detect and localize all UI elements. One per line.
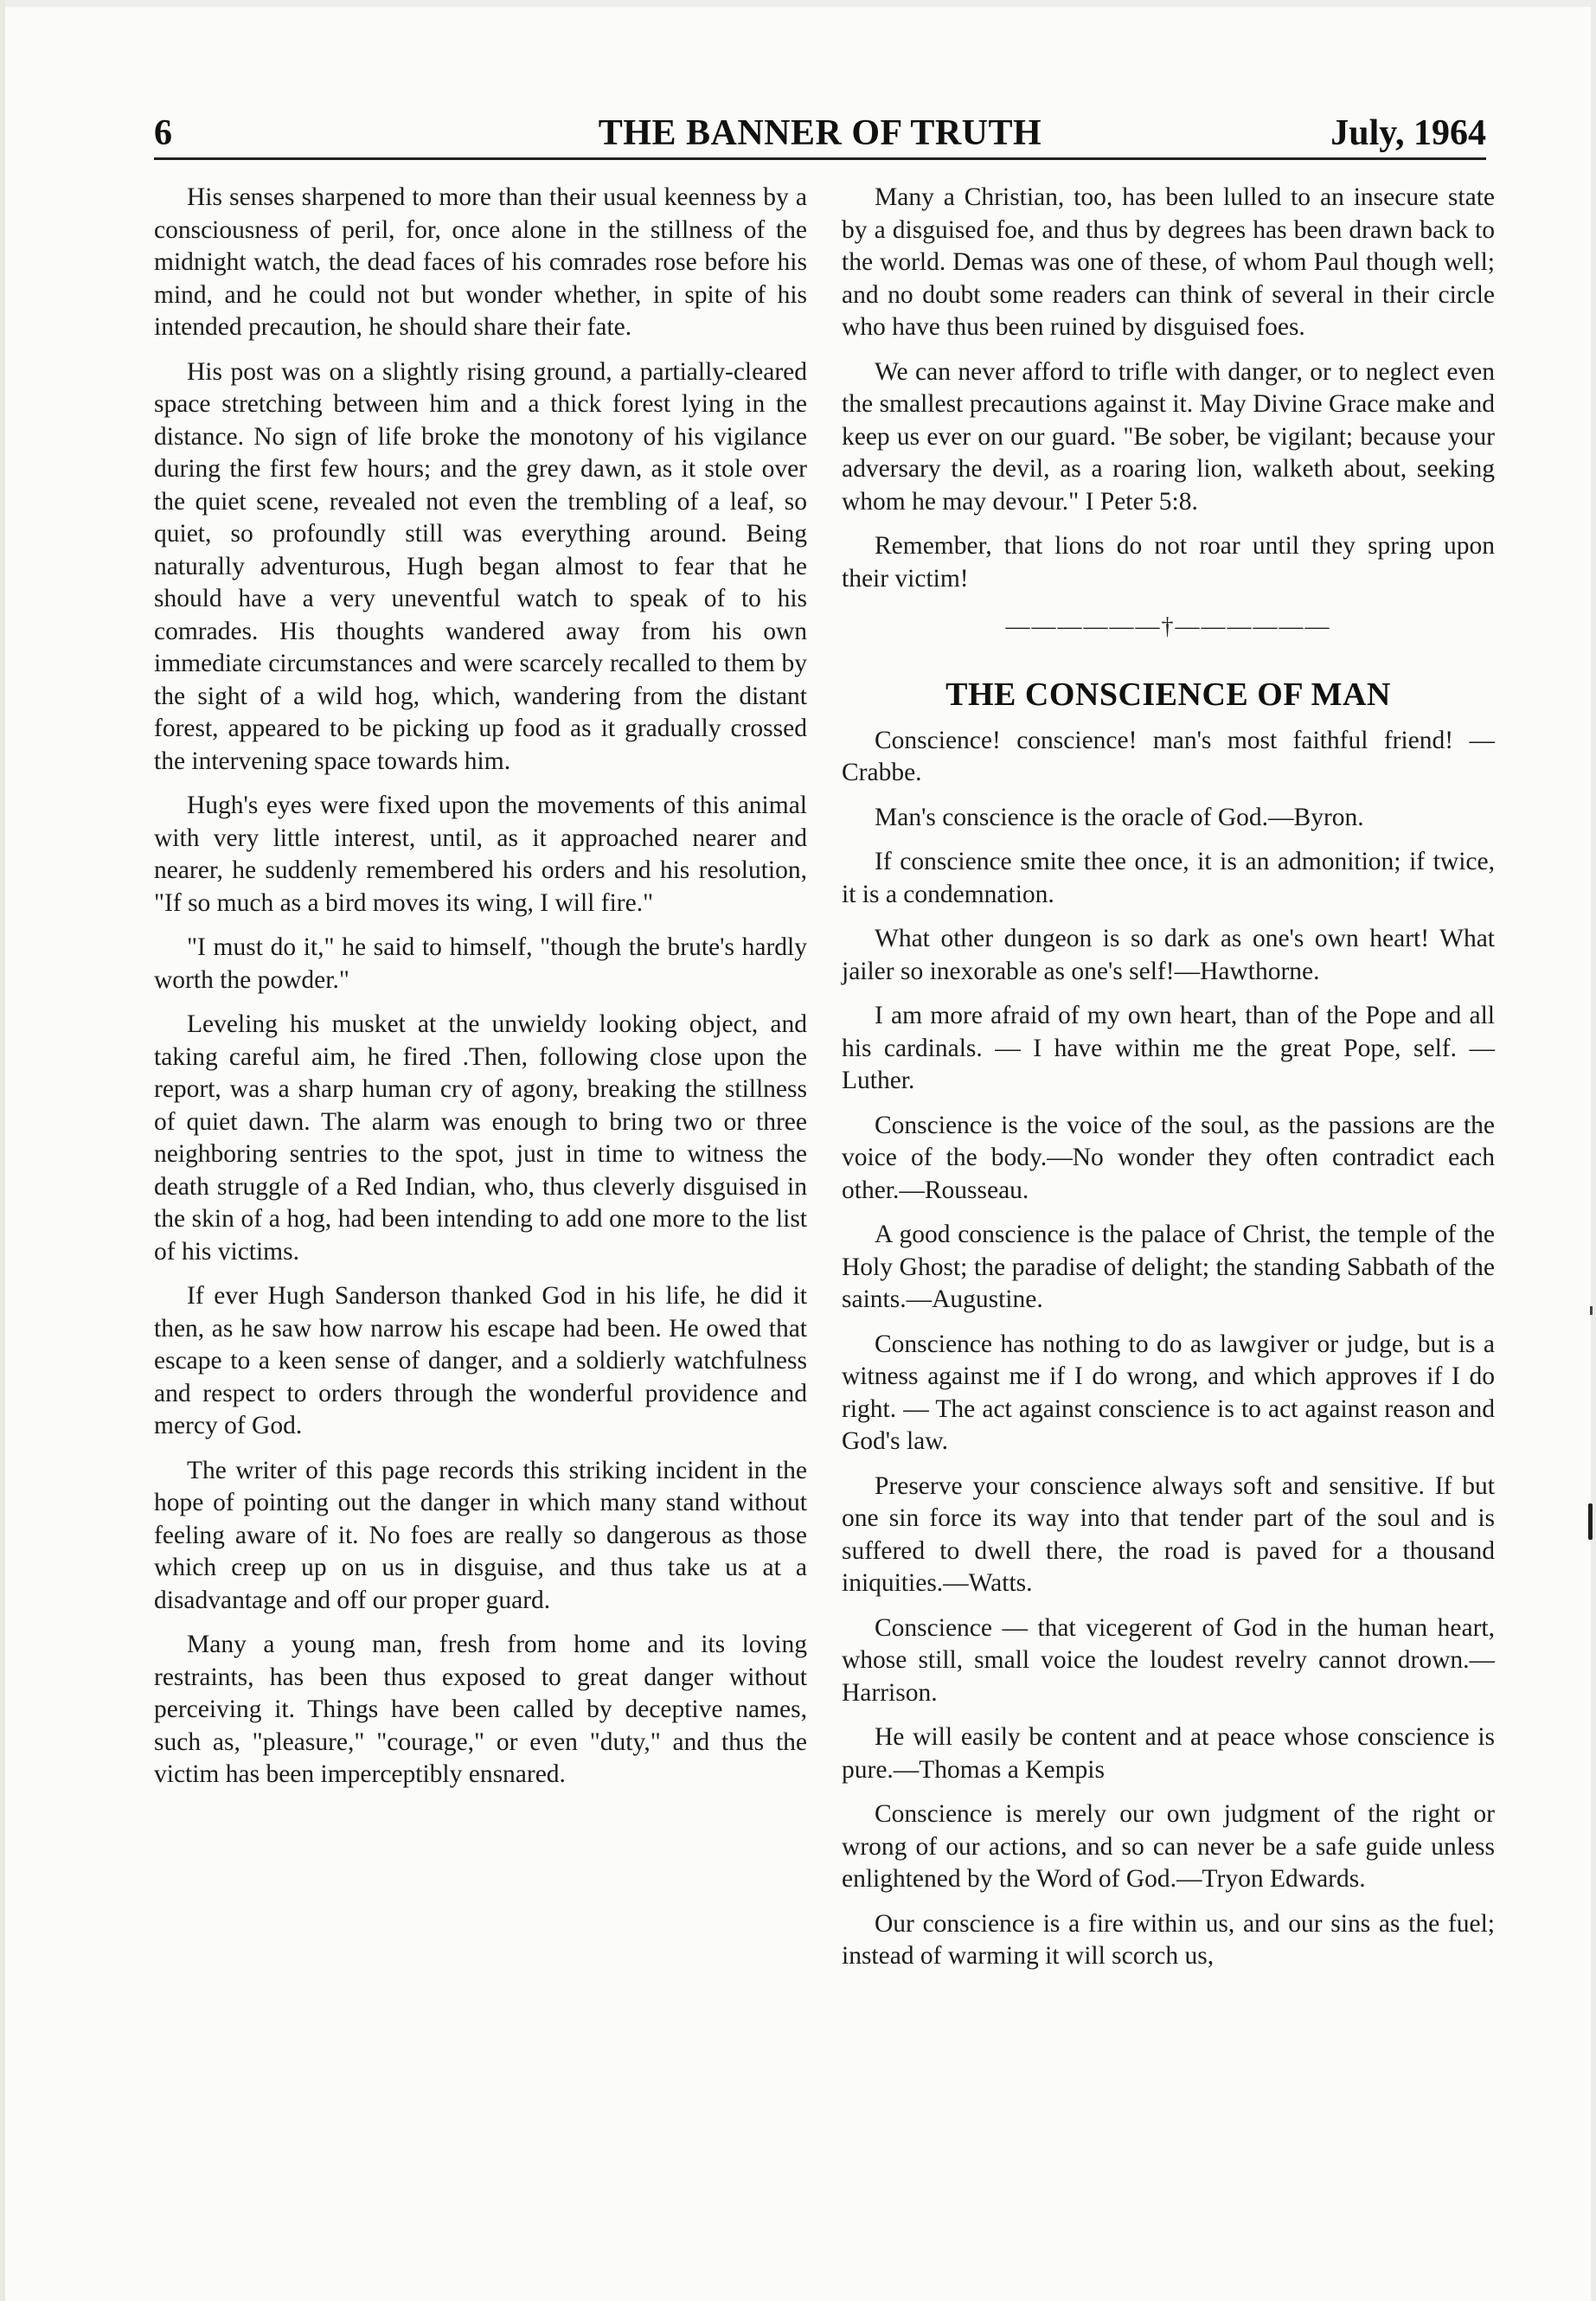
quote: Man's conscience is the oracle of God.—Byron. (875, 803, 1364, 831)
paragraph: We can never afford to trifle with danger, or to neglect even the smallest precautions against it. May Divine Grace make and keep us ever on our guard. "Be sober, be vigilant; because your adversary the devil, as a roaring lion, walketh about, seeking whom he may devour." I Peter 5:8. (842, 357, 1495, 516)
paragraph: Leveling his musket at the unwieldy looking object, and taking careful aim, he fired .Then, following close upon the report, was a sharp human cry of agony, breaking the stillness of quiet dawn. The alarm was enough to bring two or three neighboring sentries to the spot, just in time to witness the death struggle of a Red Indian, who, thus cleverly disguised in the skin of a hog, had been intending to add one more to the list of his victims. (154, 1010, 807, 1266)
header-rule (154, 157, 1486, 160)
paragraph: The writer of this page records this striking incident in the hope of pointing out the danger in which many stand without feeling aware of it. No foes are really so dangerous as those which creep up on us in disguise, and thus take us at a disadvantage and off our proper guard. (154, 1456, 807, 1614)
paragraph: His senses sharpened to more than their usual keenness by a consciousness of peril, for, once alone in the stillness of the midnight watch, the dead faces of his comrades rose before his mind, and he could not but wonder whether, in spite of his intended precaution, he should share their fate. (154, 183, 807, 341)
paragraph: Remember, that lions do not roar until they spring upon their victim! (842, 532, 1495, 593)
quote: I am more afraid of my own heart, than of the Pope and all his cardinals. — I have within me the great Pope, self. — Luther. (842, 1002, 1495, 1094)
paragraph: Many a Christian, too, has been lulled to an insecure state by a disguised foe, and thus by degrees has been drawn back to the world. Demas was one of these, of whom Paul though well; and no doubt some readers can think of several in their circle who have thus been ruined by disguised foes. (842, 183, 1495, 341)
left-column (154, 182, 807, 1804)
page-number: 6 (154, 113, 172, 153)
scan-edge-right (1591, 0, 1596, 2301)
paragraph: "I must do it," he said to himself, "though the brute's hardly worth the powder." (154, 933, 807, 994)
quote: What other dungeon is so dark as one's own heart! What jailer so inexorable as one's self!—Hawthorne. (842, 925, 1495, 985)
paragraph: If ever Hugh Sanderson thanked God in his life, he did it then, as he saw how narrow his escape had been. He owed that escape to a keen sense of danger, and a soldierly watchfulness and respect to orders through the wonderful providence and mercy of God. (154, 1282, 807, 1439)
quote: Conscience is merely our own judgment of the right or wrong of our actions, and so can never be a safe guide unless enlightened by the Word of God.—Tryon Edwards. (842, 1800, 1495, 1893)
section-divider: ——————†—————— (1005, 613, 1331, 640)
paragraph: His post was on a slightly rising ground, a partially-cleared space stretching between him and a thick forest lying in the distance. No sign of life broke the monotony of his vigilance during the first few hours; and the grey dawn, as it stole over the quiet scene, revealed not even the trembling of a leaf, so quiet, so profoundly still was everything around. Being naturally adventurous, Hugh began almost to fear that he should have a very uneventful watch to speak of to his comrades. His thoughts wandered away from his own immediate circumstances and were scarcely recalled to them by the sight of a wild hog, which, wandering from the distant forest, appeared to be picking up food as it gradually crossed the intervening space towards him. (154, 357, 807, 775)
right-column (842, 182, 1495, 1985)
margin-mark-small (1590, 1306, 1593, 1315)
issue-date: July, 1964 (1330, 113, 1486, 153)
quote: Conscience has nothing to do as lawgiver or judge, but is a witness against me if I do wrong, and which approves if I do right. — The act against conscience is to act against reason and God's law. (842, 1330, 1495, 1455)
quote: Conscience! conscience! man's most faithful friend! — Crabbe. (842, 726, 1495, 786)
publication-title: THE BANNER OF TRUTH (598, 113, 1042, 153)
scan-edge-top (0, 0, 1596, 7)
quote: Conscience — that vicegerent of God in the human heart, whose still, small voice the loudest revelry cannot drown.—Harrison. (842, 1613, 1495, 1707)
section-title: THE CONSCIENCE OF MAN (945, 676, 1391, 713)
margin-mark (1588, 1503, 1593, 1540)
quote: Preserve your conscience always soft and sensitive. If but one sin force its way into that tender part of the soul and is suffered to dwell there, the road is paved for a thousand iniquities.—Watts. (842, 1471, 1495, 1597)
page-header (154, 112, 1486, 161)
quote: A good conscience is the palace of Christ, the temple of the Holy Ghost; the paradise of delight; the standing Sabbath of the saints.—Augustine. (842, 1221, 1495, 1313)
quote: If conscience smite thee once, it is an admonition; if twice, it is a condemnation. (842, 848, 1495, 908)
paragraph: Many a young man, fresh from home and its loving restraints, has been thus exposed to great danger without perceiving it. Things have been called by deceptive names, such as, "pleasure," "courage," or even "duty," and thus the victim has been imperceptibly ensnared. (154, 1631, 807, 1788)
quote: Conscience is the voice of the soul, as the passions are the voice of the body.—No wonder they often contradict each other.—Rousseau. (842, 1111, 1495, 1204)
scan-edge-left (0, 0, 5, 2301)
quote: Our conscience is a fire within us, and our sins as the fuel; instead of warming it will scorch us, (842, 1909, 1495, 1970)
quote: He will easily be content and at peace whose conscience is pure.—Thomas a Kempis (842, 1723, 1495, 1784)
paragraph: Hugh's eyes were fixed upon the movements of this animal with very little interest, until, as it approached nearer and nearer, he suddenly remembered his orders and his resolution, "If so much as a bird moves its wing, I will fire." (154, 792, 807, 917)
